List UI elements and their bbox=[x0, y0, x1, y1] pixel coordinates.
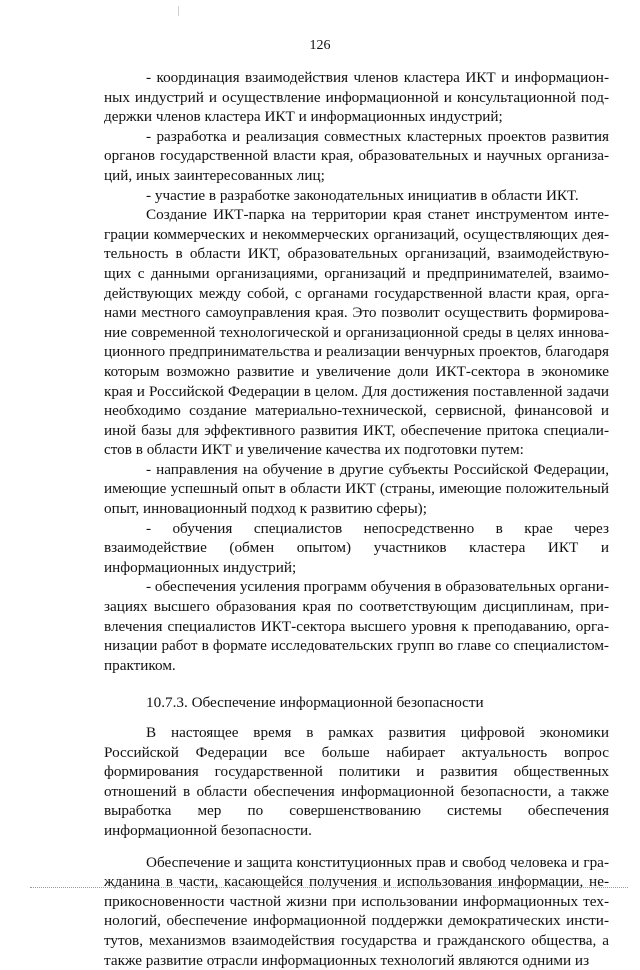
paragraph-digital-economy: В настоящее время в рамках развития цифровой экономики Российской Федерации все больше набирает актуальность вопрос формирования государственной политики и развития общественных отношений в области обеспечения информационной безопасности, а также выработка мер по совершенствованию системы обеспечения информационной безопасности. bbox=[104, 724, 609, 839]
document-body bbox=[104, 68, 609, 970]
scan-artifact-line bbox=[30, 887, 628, 888]
page-number: 126 bbox=[309, 38, 331, 53]
section-heading: 10.7.3. Обеспечение информационной безопасности bbox=[146, 694, 484, 712]
list-item-legislative-initiatives: - участие в разработке законодательных инициатив в области ИКТ. bbox=[146, 186, 579, 204]
paragraph-ict-park: Создание ИКТ-парка на территории края станет инструментом интеграции коммерческих и некоммерческих организаций, осуществляющих деятельность в области ИКТ, образовательных организаций, взаимодействующих с данными организациями, организаций и предпринимателей, взаимодействующих между собой, с органами государственной власти края, органами местного самоуправления края. Это позволит осуществить формирование современной технологической и организационной среды в целях инновационного предпринимательства и реализации венчурных проектов, благодаря которым возможно развитие и увеличение доли ИКТ-сектора в экономике края и Российской Федерации в целом. Для достижения поставленной задачи необходимо создание материально-технической, сервисной, финансовой и иной базы для эффективного развития ИКТ, обеспечение притока специалистов в области ИКТ и увеличение качества их подготовки путем: bbox=[104, 206, 609, 459]
list-item-training-other-regions: - направления на обучение в другие субъекты Российской Федерации, имеющие успешный опыт в области ИКТ (страны, имеющие положительный опыт, инновационный подход к развитию сферы); bbox=[104, 460, 609, 518]
list-item-strengthening-programs: - обеспечения усиления программ обучения в образовательных организациях высшего образования края по соответствующим дисциплинам, привлечения специалистов ИКТ-сектора высшего уровня к преподаванию, организации работ в формате исследовательских групп во главе со специалистом-практиком. bbox=[104, 578, 609, 674]
list-item-training-in-region: - обучения специалистов непосредственно в крае через взаимодействие (обмен опытом) участников кластера ИКТ и информационных индустрий; bbox=[104, 519, 609, 576]
list-item-coordination: - координация взаимодействия членов кластера ИКТ и информационных индустрий и осуществление информационной и консультационной поддержки членов кластера ИКТ и информационных индустрий; bbox=[104, 69, 609, 126]
paragraph-constitutional-rights: Обеспечение и защита конституционных прав и свобод человека и гражданина в части, касающейся получения и использования информации, неприкосновенности частной жизни при использовании информационных технологий, обеспечение информационной поддержки демократических институтов, механизмов взаимодействия государства и гражданского общества, а также развитие отрасли информационных технологий являются одними из bbox=[104, 853, 609, 969]
scan-mark bbox=[178, 6, 179, 16]
list-item-joint-projects: - разработка и реализация совместных кластерных проектов развития органов государственной власти края, образовательных и научных организаций, иных заинтересованных лиц; bbox=[104, 127, 609, 184]
